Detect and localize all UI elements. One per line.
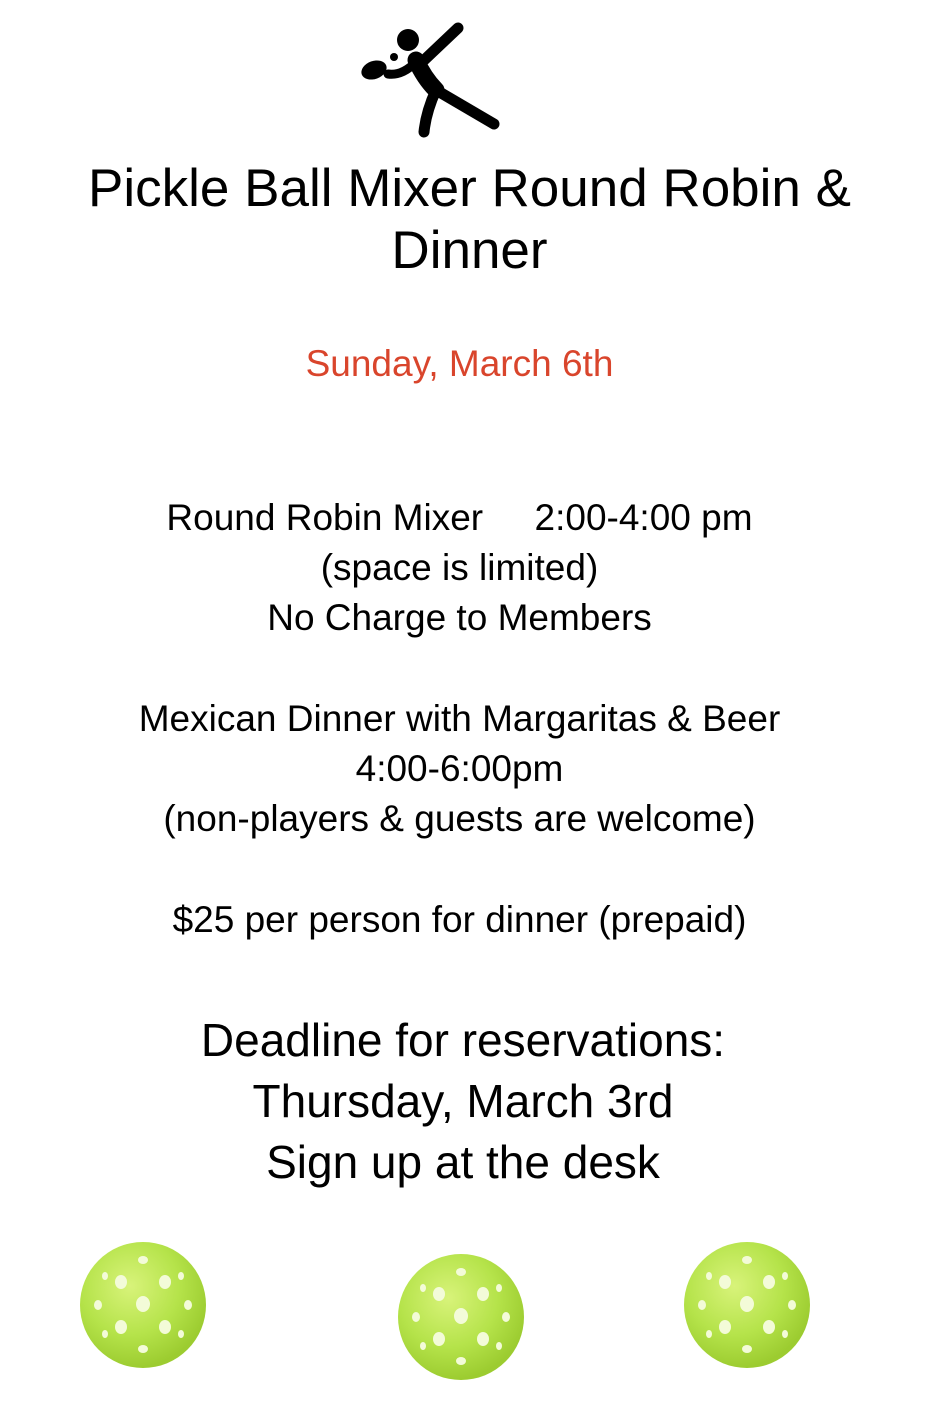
signup-note: Sign up at the desk bbox=[266, 1136, 660, 1188]
dinner-price bbox=[0, 895, 919, 945]
pickleball-icon bbox=[78, 1240, 208, 1370]
title-line-2: Dinner bbox=[391, 221, 548, 280]
deadline-label: Deadline for reservations: bbox=[200, 1014, 726, 1066]
dinner-guests-note: (non-players & guests are welcome) bbox=[163, 798, 756, 839]
mixer-details bbox=[0, 493, 919, 643]
dinner-description: Mexican Dinner with Margaritas & Beer bbox=[138, 698, 781, 739]
price-line: $25 per person for dinner (prepaid) bbox=[172, 899, 747, 940]
dinner-time: 4:00-6:00pm bbox=[355, 748, 564, 789]
mixer-time-line: Round Robin Mixer 2:00-4:00 pm bbox=[166, 497, 753, 538]
dinner-details bbox=[0, 694, 919, 844]
event-date: Sunday, March 6th bbox=[305, 343, 614, 384]
reservation-deadline bbox=[0, 1010, 926, 1193]
title-line-1: Pickle Ball Mixer Round Robin & bbox=[88, 159, 851, 218]
deadline-date: Thursday, March 3rd bbox=[252, 1075, 674, 1127]
mixer-space-note: (space is limited) bbox=[320, 547, 599, 588]
pickleball-player-icon bbox=[352, 20, 504, 140]
event-title bbox=[0, 158, 939, 282]
pickleball-icon bbox=[396, 1252, 526, 1382]
mixer-charge-note: No Charge to Members bbox=[267, 597, 652, 638]
pickleball-icon bbox=[682, 1240, 812, 1370]
